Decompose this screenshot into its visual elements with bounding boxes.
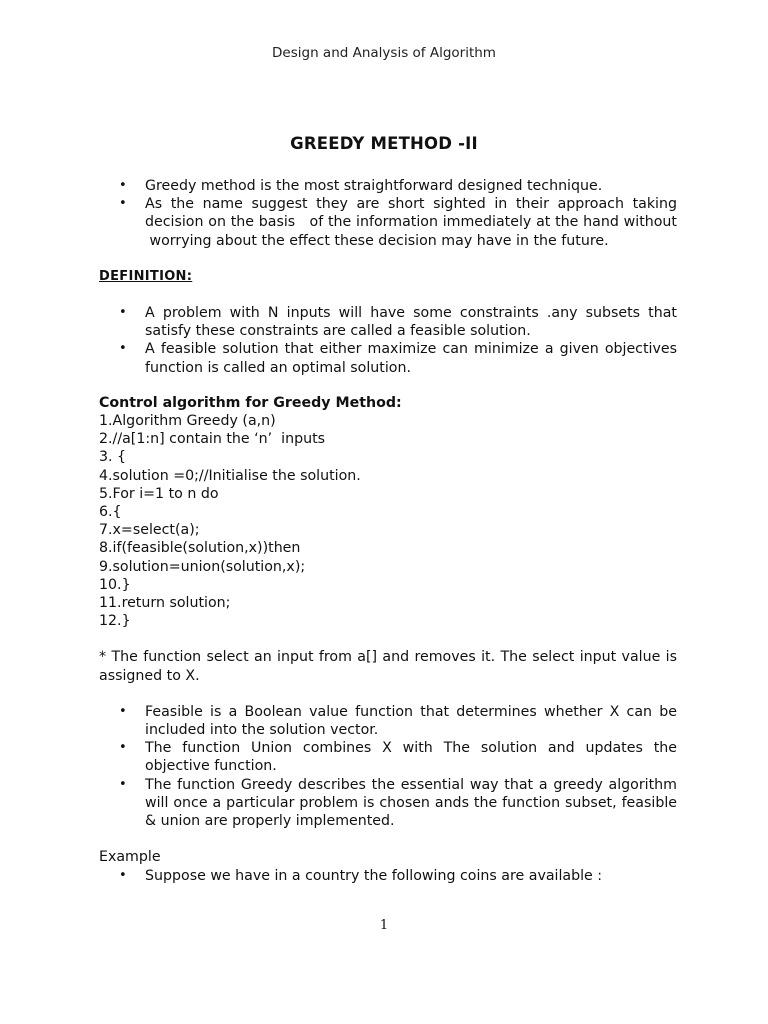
bullet-icon: •	[119, 776, 127, 792]
select-function-note: * The function select an input from a[] and removes it. The select input value is assigned to X.	[99, 649, 677, 684]
spacer	[99, 685, 677, 703]
algorithm-line: 4.solution =0;//Initialise the solution.	[99, 467, 361, 484]
algorithm-line: 3. {	[99, 449, 127, 466]
algorithm-line: 6.{	[99, 504, 122, 521]
list-item-text: As the name suggest they are short sighted in their approach taking decision on the basis of the information immediately at the hand without worrying about the effect these decision may have in the future.	[145, 196, 677, 249]
list-item	[99, 739, 677, 775]
example-list	[99, 867, 677, 885]
control-algorithm-heading: Control algorithm for Greedy Method:	[99, 394, 402, 411]
list-item	[99, 177, 677, 195]
bullet-icon: •	[119, 740, 127, 756]
function-list	[99, 703, 677, 830]
running-header: Design and Analysis of Algorithm	[272, 45, 496, 61]
bullet-icon: •	[119, 703, 127, 719]
list-item	[99, 304, 677, 340]
algorithm-line: 10.}	[99, 576, 131, 593]
list-item	[99, 195, 677, 250]
list-item-text: The function Greedy describes the essential way that a greedy algorithm will once a particular problem is chosen ands the function subset, feasible & union are properly implemented.	[145, 776, 677, 830]
spacer	[99, 286, 677, 304]
page-number: 1	[379, 918, 389, 933]
list-item	[99, 867, 677, 885]
algorithm-listing	[99, 412, 677, 630]
algorithm-line: 2.//a[1:n] contain the ‘n’ inputs	[99, 431, 326, 448]
example-heading: Example	[99, 849, 161, 866]
bullet-icon: •	[119, 196, 127, 212]
list-item	[99, 340, 677, 376]
algorithm-line: 9.solution=union(solution,x);	[99, 558, 306, 575]
list-item-text: Suppose we have in a country the following coins are available :	[145, 867, 603, 884]
bullet-icon: •	[119, 867, 127, 883]
algorithm-line: 12.}	[99, 613, 131, 630]
algorithm-line: 7.x=select(a);	[99, 522, 200, 539]
list-item-text: A feasible solution that either maximize can minimize a given objectives function is called an optimal solution.	[145, 341, 677, 376]
list-item-text: Greedy method is the most straightforward designed technique.	[145, 178, 603, 194]
bullet-icon: •	[119, 305, 127, 321]
list-item	[99, 776, 677, 831]
list-item-text: The function Union combines X with The solution and updates the objective function.	[145, 740, 677, 775]
algorithm-line: 8.if(feasible(solution,x))then	[99, 540, 301, 557]
definition-heading: DEFINITION:	[99, 268, 193, 284]
page-title: GREEDY METHOD -II	[290, 134, 478, 153]
algorithm-line: 5.For i=1 to n do	[99, 485, 219, 502]
algorithm-line: 1.Algorithm Greedy (a,n)	[99, 413, 276, 430]
algorithm-line: 11.return solution;	[99, 595, 231, 612]
definition-list	[99, 304, 677, 377]
list-item-text: Feasible is a Boolean value function that determines whether X can be included into the solution vector.	[145, 703, 677, 739]
list-item-text: A problem with N inputs will have some constraints .any subsets that satisfy these constraints are called a feasible solution.	[145, 305, 677, 340]
intro-list	[99, 177, 677, 250]
list-item	[99, 703, 677, 739]
bullet-icon: •	[119, 178, 127, 193]
page-content	[99, 177, 677, 885]
bullet-icon: •	[119, 341, 127, 357]
